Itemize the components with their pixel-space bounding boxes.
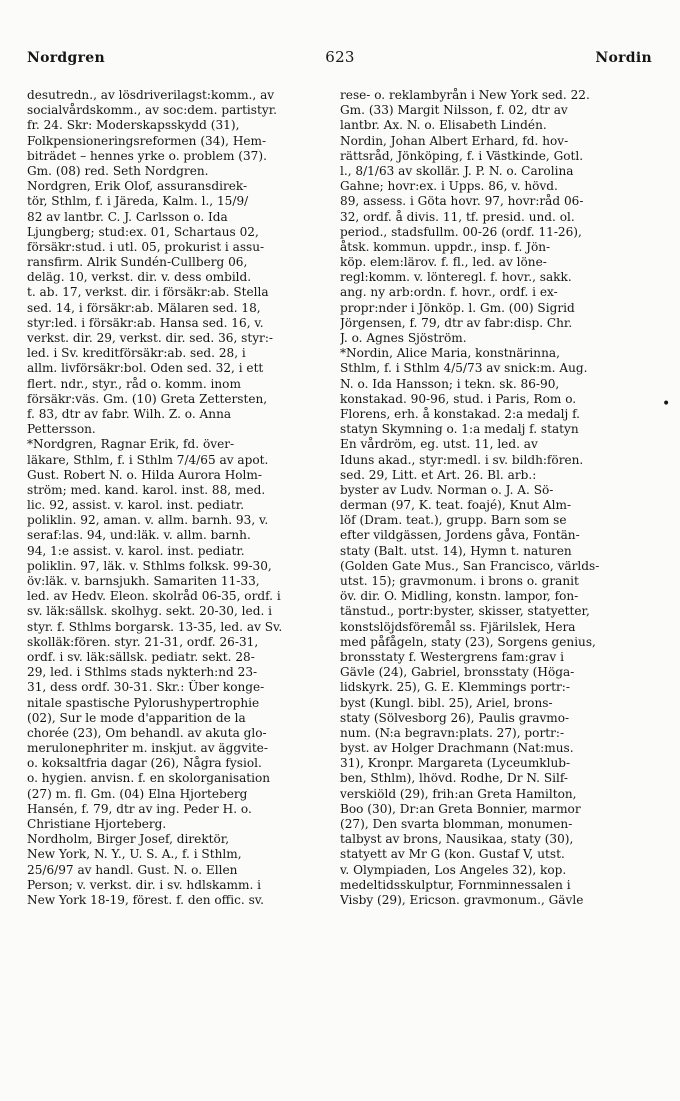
text-line: bronsstaty f. Westergrens fam:grav i (340, 649, 564, 664)
text-line: 31), Kronpr. Margareta (Lyceumklub- (340, 756, 571, 771)
text-line: N. o. Ida Hansson; i tekn. sk. 86-90, (340, 376, 560, 391)
text-line: Jörgensen, f. 79, dtr av fabr:disp. Chr. (340, 315, 573, 330)
text-line: med påfågeln, staty (23), Sorgens genius, (340, 634, 596, 649)
text-line: utst. 15); gravmonum. i brons o. granit (340, 574, 579, 588)
text-line: merulonephriter m. inskjut. av äggvite- (27, 741, 268, 756)
text-line: J. o. Agnes Sjöström. (340, 331, 467, 345)
text-line: ström; med. kand. karol. inst. 88, med. (27, 482, 266, 497)
text-line: verskiöld (29), frih:an Greta Hamilton, (340, 786, 577, 801)
text-line: 32, ordf. å divis. 11, tf. presid. und. ol. (340, 209, 575, 224)
text-line: staty (Sölvesborg 26), Paulis gravmo- (340, 710, 570, 725)
text-line: efter vildgässen, Jordens gåva, Fontän- (340, 528, 580, 543)
text-line: flert. ndr., styr., råd o. komm. inom (27, 376, 241, 391)
right-column (340, 88, 656, 908)
text-line: sed. 14, i försäkr:ab. Mälaren sed. 18, (27, 300, 261, 315)
text-line: v. Olympiaden, Los Angeles 32), kop. (340, 862, 567, 877)
text-line: talbyst av brons, Nausikaa, staty (30), (340, 832, 574, 847)
running-head-right: Nordin (595, 50, 652, 66)
text-line: staty (Balt. utst. 14), Hymn t. naturen (340, 543, 572, 558)
text-line: 25/6/97 av handl. Gust. N. o. Ellen (27, 862, 238, 877)
text-line: (27) m. fl. Gm. (04) Elna Hjorteberg (27, 786, 248, 801)
text-line: t. ab. 17, verkst. dir. i försäkr:ab. Stella (27, 285, 269, 300)
text-line: biträdet – hennes yrke o. problem (37). (27, 148, 267, 163)
text-line: byst (Kungl. bibl. 25), Ariel, brons- (340, 695, 553, 710)
text-line: period., stadsfullm. 00-26 (ordf. 11-26), (340, 224, 582, 239)
text-line: statyett av Mr G (kon. Gustaf V, utst. (340, 847, 565, 862)
text-line: åtsk. kommun. uppdr., insp. f. Jön- (340, 239, 551, 254)
text-line: 94, 1:e assist. v. karol. inst. pediatr. (27, 543, 245, 558)
running-head-left: Nordgren (27, 50, 105, 66)
text-line: New York, N. Y., U. S. A., f. i Sthlm, (27, 847, 242, 862)
text-line: 89, assess. i Göta hovr. 97, hovr:råd 06- (340, 194, 584, 209)
text-line: ransfirm. Alrik Sundén-Cullberg 06, (27, 255, 248, 270)
text-line: 82 av lantbr. C. J. Carlsson o. Ida (27, 209, 228, 224)
text-line: Sthlm, f. i Sthlm 4/5/73 av snick:m. Aug. (340, 361, 588, 376)
text-line: l., 8/1/63 av skollär. J. P. N. o. Carolina (340, 163, 574, 178)
text-line: försäkr:stud. i utl. 05, prokurist i assu- (27, 239, 265, 254)
text-line: tör, Sthlm, f. i Järeda, Kalm. l., 15/9/ (27, 194, 249, 209)
text-line: (02), Sur le mode d'apparition de la (27, 710, 246, 725)
text-line: byst. av Holger Drachmann (Nat:mus. (340, 741, 574, 756)
text-line: Florens, erh. å konstakad. 2:a medalj f. (340, 406, 581, 421)
text-line: Christiane Hjorteberg. (27, 817, 167, 831)
text-line: Hansén, f. 79, dtr av ing. Peder H. o. (27, 801, 252, 816)
text-line: lantbr. Ax. N. o. Elisabeth Lindén. (340, 118, 547, 133)
text-line: nitale spastische Pylorushypertrophie (27, 695, 260, 710)
text-line: tänstud., portr:byster, skisser, statyetter, (340, 604, 590, 619)
text-line: o. hygien. anvisn. f. en skolorganisation (27, 771, 271, 786)
text-line: öv. dir. O. Midling, konstn. lampor, fon- (340, 589, 579, 604)
text-line: Boo (30), Dr:an Greta Bonnier, marmor (340, 801, 581, 816)
text-line: deläg. 10, verkst. dir. v. dess ombild. (27, 270, 252, 285)
text-line: Folkpensioneringsreformen (34), Hem- (27, 133, 267, 148)
text-line: propr:nder i Jönköp. l. Gm. (00) Sigrid (340, 300, 575, 315)
text-line: poliklin. 92, aman. v. allm. barnh. 93, v. (27, 513, 269, 528)
text-line: Gm. (33) Margit Nilsson, f. 02, dtr av (340, 103, 568, 118)
text-line: styr. f. Sthlms borgarsk. 13-35, led. av Sv. (27, 619, 283, 634)
text-line: styr:led. i försäkr:ab. Hansa sed. 16, v. (27, 315, 264, 330)
page-number: 623 (325, 48, 355, 66)
text-line: öv:läk. v. barnsjukh. Samariten 11-33, (27, 574, 260, 588)
text-line: Visby (29), Ericson. gravmonum., Gävle (340, 892, 584, 907)
text-line: lidskyrk. 25), G. E. Klemmings portr:- (340, 680, 570, 695)
text-line: led. i Sv. kreditförsäkr:ab. sed. 28, i (27, 346, 246, 361)
text-line: konstakad. 90-96, stud. i Paris, Rom o. (340, 391, 577, 406)
text-line: Gust. Robert N. o. Hilda Aurora Holm- (27, 467, 262, 482)
text-line: desutredn., av lösdriverilagst:komm., av (27, 88, 275, 102)
text-line: rese- o. reklambyrån i New York sed. 22. (340, 88, 590, 102)
text-line: (Golden Gate Mus., San Francisco, världs- (340, 558, 600, 573)
text-line: 29, led. i Sthlms stads nykterh:nd 23- (27, 665, 258, 680)
text-line: statyn Skymning o. 1:a medalj f. statyn (340, 422, 579, 437)
text-line: led. av Hedv. Eleon. skolråd 06-35, ordf. i (27, 589, 281, 604)
text-line: Nordgren, Erik Olof, assuransdirek- (27, 179, 248, 194)
text-line: läkare, Sthlm, f. i Sthlm 7/4/65 av apot. (27, 452, 269, 467)
text-line: sed. 29, Litt. et Art. 26. Bl. arb.: (340, 467, 537, 482)
text-line: num. (N:a begravn:plats. 27), portr:- (340, 725, 565, 740)
text-line: 31, dess ordf. 30-31. Skr.: Über konge- (27, 680, 265, 695)
text-line: New York 18-19, förest. f. den offic. sv. (27, 892, 265, 907)
text-line: Nordholm, Birger Josef, direktör, (27, 832, 230, 847)
text-line: socialvårdskomm., av soc:dem. partistyr. (27, 103, 277, 118)
text-line: regl:komm. v. lönteregl. f. hovr., sakk. (340, 270, 572, 285)
text-line: Gävle (24), Gabriel, bronsstaty (Höga- (340, 665, 575, 680)
text-line: chorée (23), Om behandl. av akuta glo- (27, 725, 267, 740)
text-line: Ljungberg; stud:ex. 01, Schartaus 02, (27, 224, 259, 239)
text-line: byster av Ludv. Norman o. J. A. Sö- (340, 482, 554, 497)
text-line: ang. ny arb:ordn. f. hovr., ordf. i ex- (340, 285, 558, 300)
text-line: lic. 92, assist. v. karol. inst. pediatr. (27, 498, 245, 513)
text-line: löf (Dram. teat.), grupp. Barn som se (340, 513, 567, 528)
text-line: *Nordin, Alice Maria, konstnärinna, (340, 346, 560, 361)
text-line: konstslöjdsföremål ss. Fjärilslek, Hera (340, 619, 576, 634)
text-line: allm. livförsäkr:bol. Oden sed. 32, i ett (27, 361, 264, 376)
text-line: En vårdröm, eg. utst. 11, led. av (340, 437, 538, 452)
margin-dot: • (662, 396, 671, 412)
text-line: ben, Sthlm), lhövd. Rodhe, Dr N. Silf- (340, 771, 568, 786)
text-line: *Nordgren, Ragnar Erik, fd. över- (27, 437, 235, 452)
text-line: försäkr:väs. Gm. (10) Greta Zettersten, (27, 391, 268, 406)
text-line: Nordin, Johan Albert Erhard, fd. hov- (340, 133, 569, 148)
text-line: medeltidsskulptur, Fornminnessalen i (340, 877, 571, 892)
text-line: skolläk:fören. styr. 21-31, ordf. 26-31, (27, 634, 259, 649)
text-line: Iduns akad., styr:medl. i sv. bildh:fören. (340, 452, 584, 467)
left-column (27, 88, 327, 908)
text-line: fr. 24. Skr: Moderskapsskydd (31), (27, 118, 240, 133)
text-line: seraf:las. 94, und:läk. v. allm. barnh. (27, 528, 251, 543)
text-line: köp. elem:lärov. f. fl., led. av löne- (340, 255, 547, 270)
text-line: Gm. (08) red. Seth Nordgren. (27, 163, 209, 178)
text-line: ordf. i sv. läk:sällsk. pediatr. sekt. 28- (27, 649, 255, 664)
text-line: f. 83, dtr av fabr. Wilh. Z. o. Anna (27, 406, 232, 421)
text-line: rättsråd, Jönköping, f. i Västkinde, Gotl. (340, 148, 584, 163)
text-line: Pettersson. (27, 422, 96, 437)
text-line: Gahne; hovr:ex. i Upps. 86, v. hövd. (340, 179, 558, 194)
text-line: Person; v. verkst. dir. i sv. hdlskamm. i (27, 877, 262, 892)
text-line: poliklin. 97, läk. v. Sthlms folksk. 99-30, (27, 558, 272, 573)
text-line: sv. läk:sällsk. skolhyg. sekt. 20-30, led. i (27, 604, 272, 619)
text-line: (27), Den svarta blomman, monumen- (340, 817, 573, 831)
text-line: o. koksaltfria dagar (26), Några fysiol. (27, 756, 262, 771)
text-line: verkst. dir. 29, verkst. dir. sed. 36, styr:- (27, 331, 273, 345)
text-line: derman (97, K. teat. foajé), Knut Alm- (340, 498, 572, 513)
